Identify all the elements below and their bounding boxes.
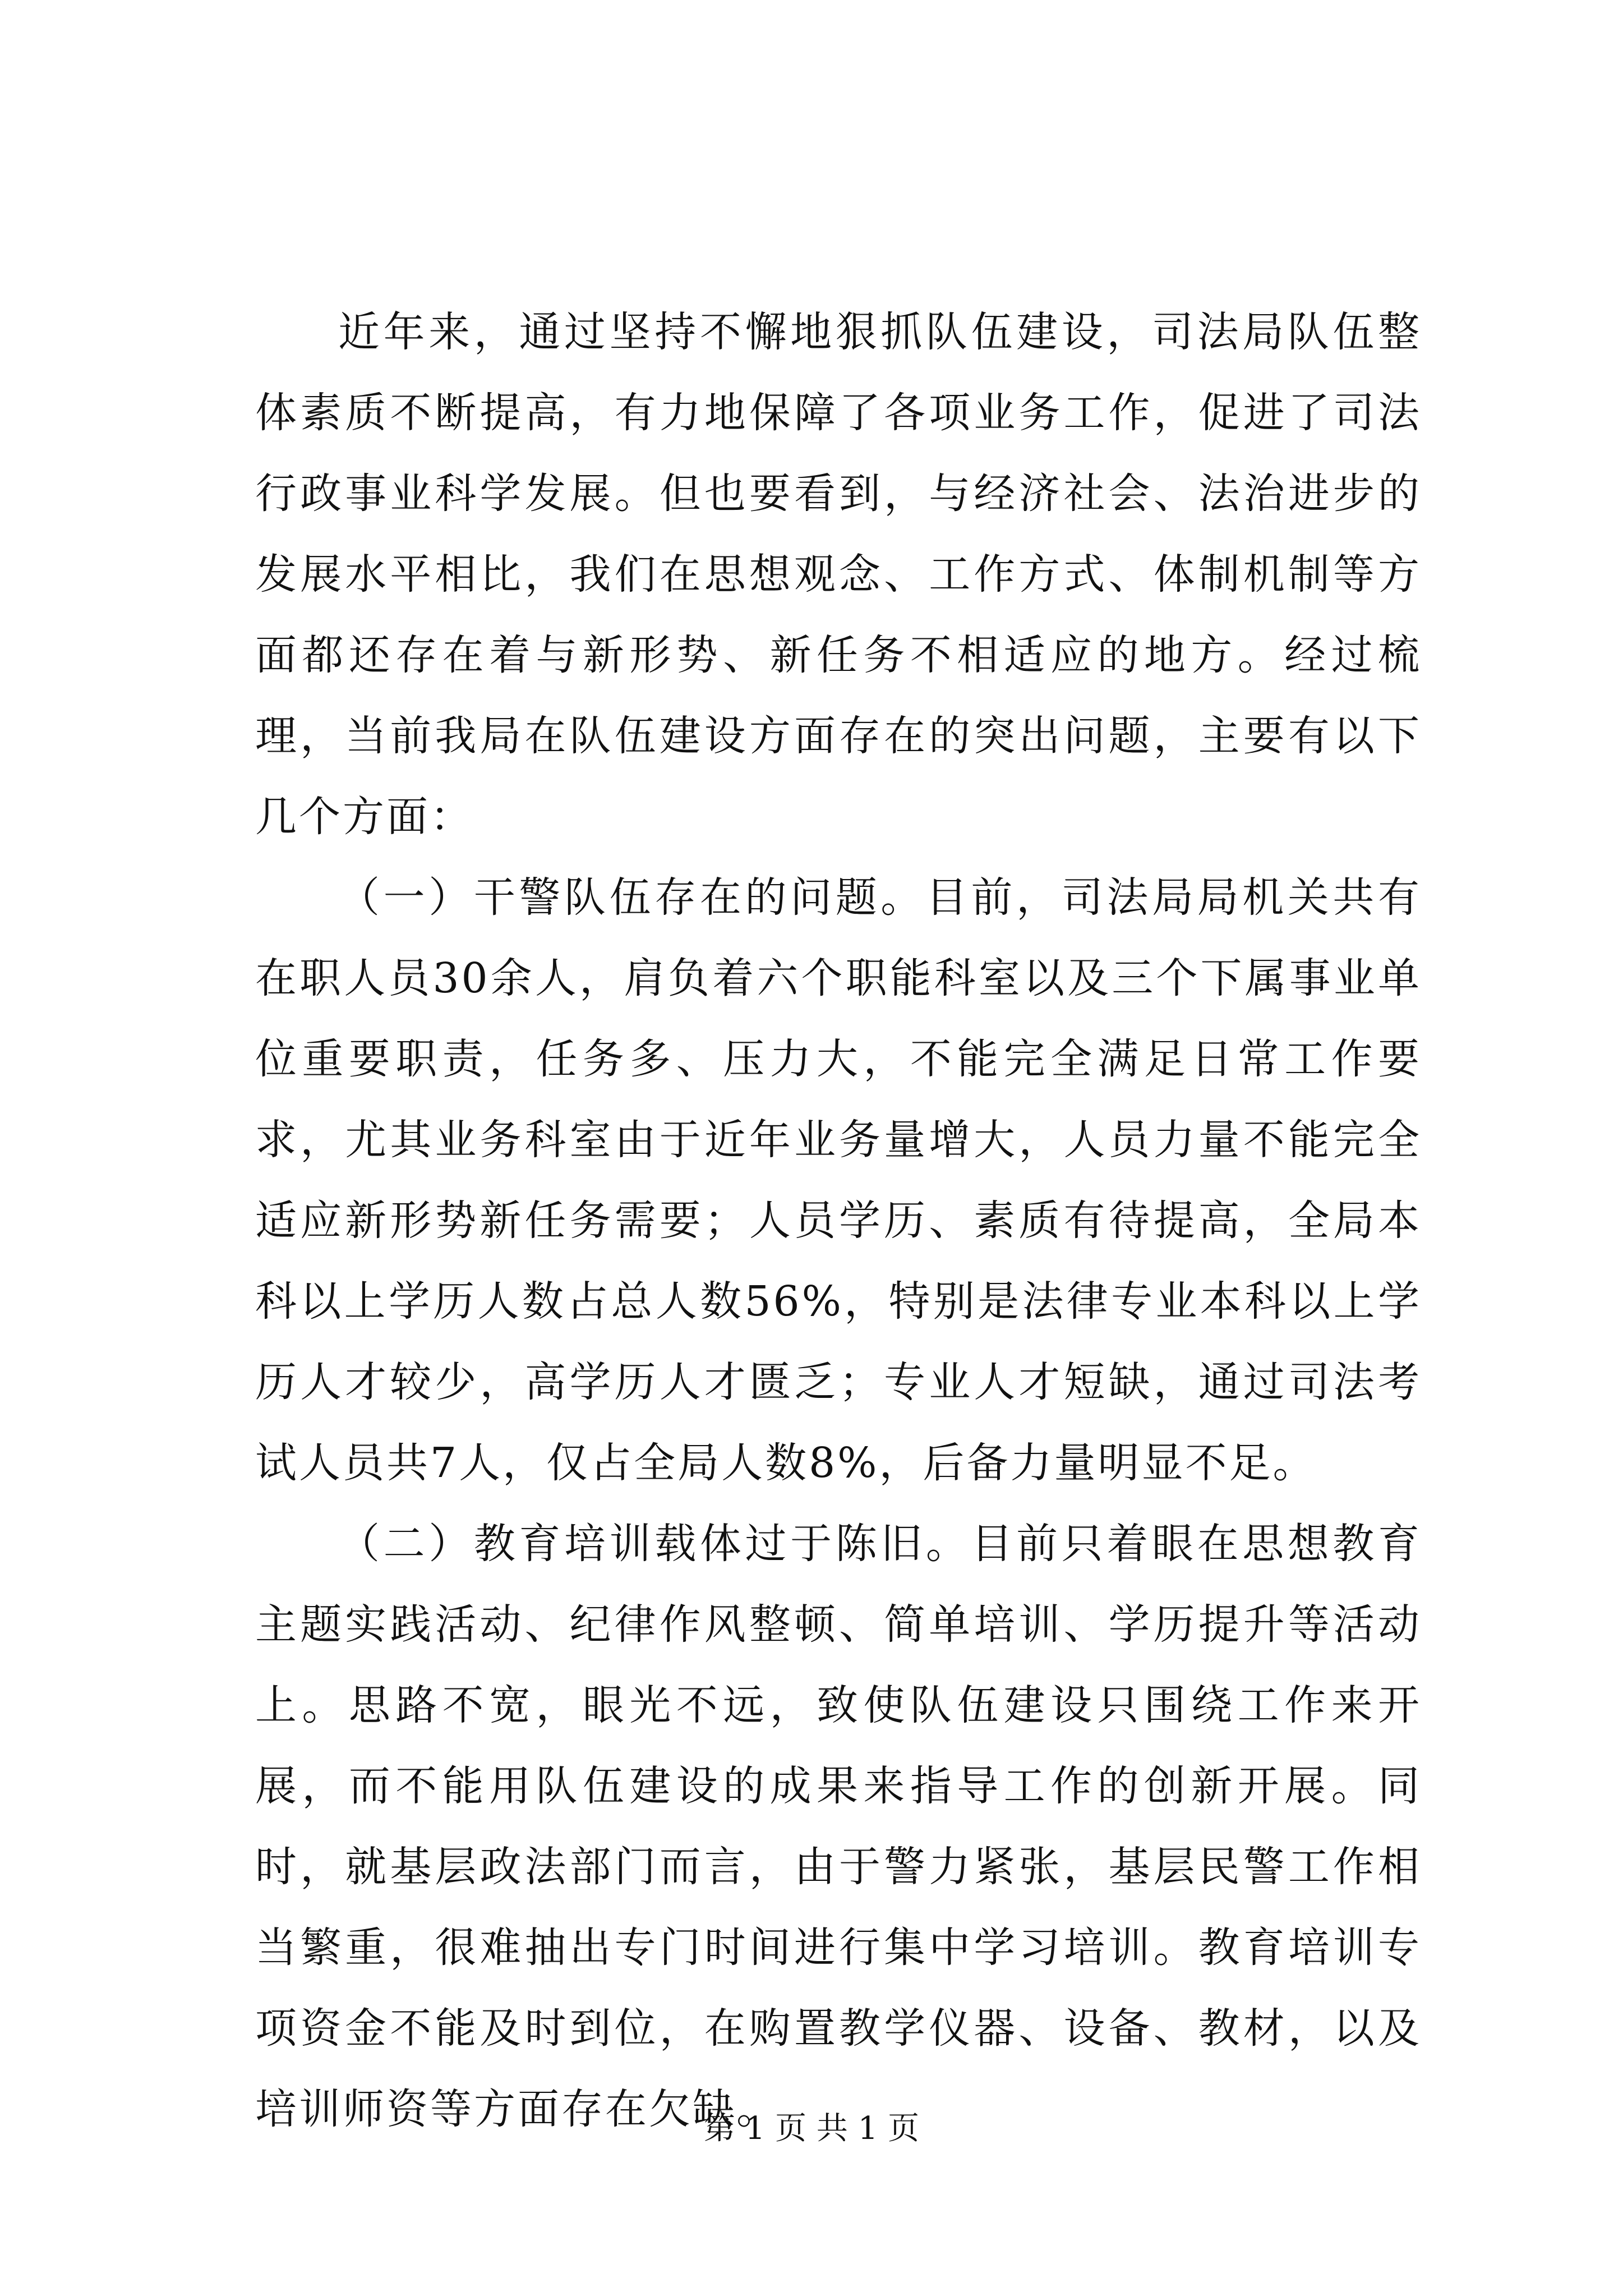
page-footer — [0, 2106, 1623, 2151]
document-body — [255, 292, 1422, 2150]
paragraph-section-1: （一）干警队伍存在的问题。目前，司法局局机关共有在职人员30余人，肩负着六个职能科室以及三个下属事业单位重要职责，任务多、压力大，不能完全满足日常工作要求，尤其业务科室由于近年业务量增大，人员力量不能完全适应新形势新任务需要；人员学历、素质有待提高，全局本科以上学历人数占总人数56%，特别是法律专业本科以上学历人才较少，高学历人才匮乏；专业人才短缺，通过司法考试人员共7人，仅占全局人数8%，后备力量明显不足。 — [255, 873, 1422, 1487]
page-number-label: 第 1 页 共 1 页 — [703, 2110, 920, 2147]
paragraph-intro: 近年来，通过坚持不懈地狠抓队伍建设，司法局队伍整体素质不断提高，有力地保障了各项业务工作，促进了司法行政事业科学发展。但也要看到，与经济社会、法治进步的发展水平相比，我们在思想观念、工作方式、体制机制等方面都还存在着与新形势、新任务不相适应的地方。经过梳理，当前我局在队伍建设方面存在的突出问题，主要有以下几个方面： — [255, 308, 1422, 841]
paragraph-section-2: （二）教育培训载体过于陈旧。目前只着眼在思想教育主题实践活动、纪律作风整顿、简单培训、学历提升等活动上。思路不宽，眼光不远，致使队伍建设只围绕工作来开展，而不能用队伍建设的成果来指导工作的创新开展。同时，就基层政法部门而言，由于警力紧张，基层民警工作相当繁重，很难抽出专门时间进行集中学习培训。教育培训专项资金不能及时到位，在购置教学仪器、设备、教材，以及培训师资等方面存在欠缺。 — [255, 1520, 1422, 2133]
